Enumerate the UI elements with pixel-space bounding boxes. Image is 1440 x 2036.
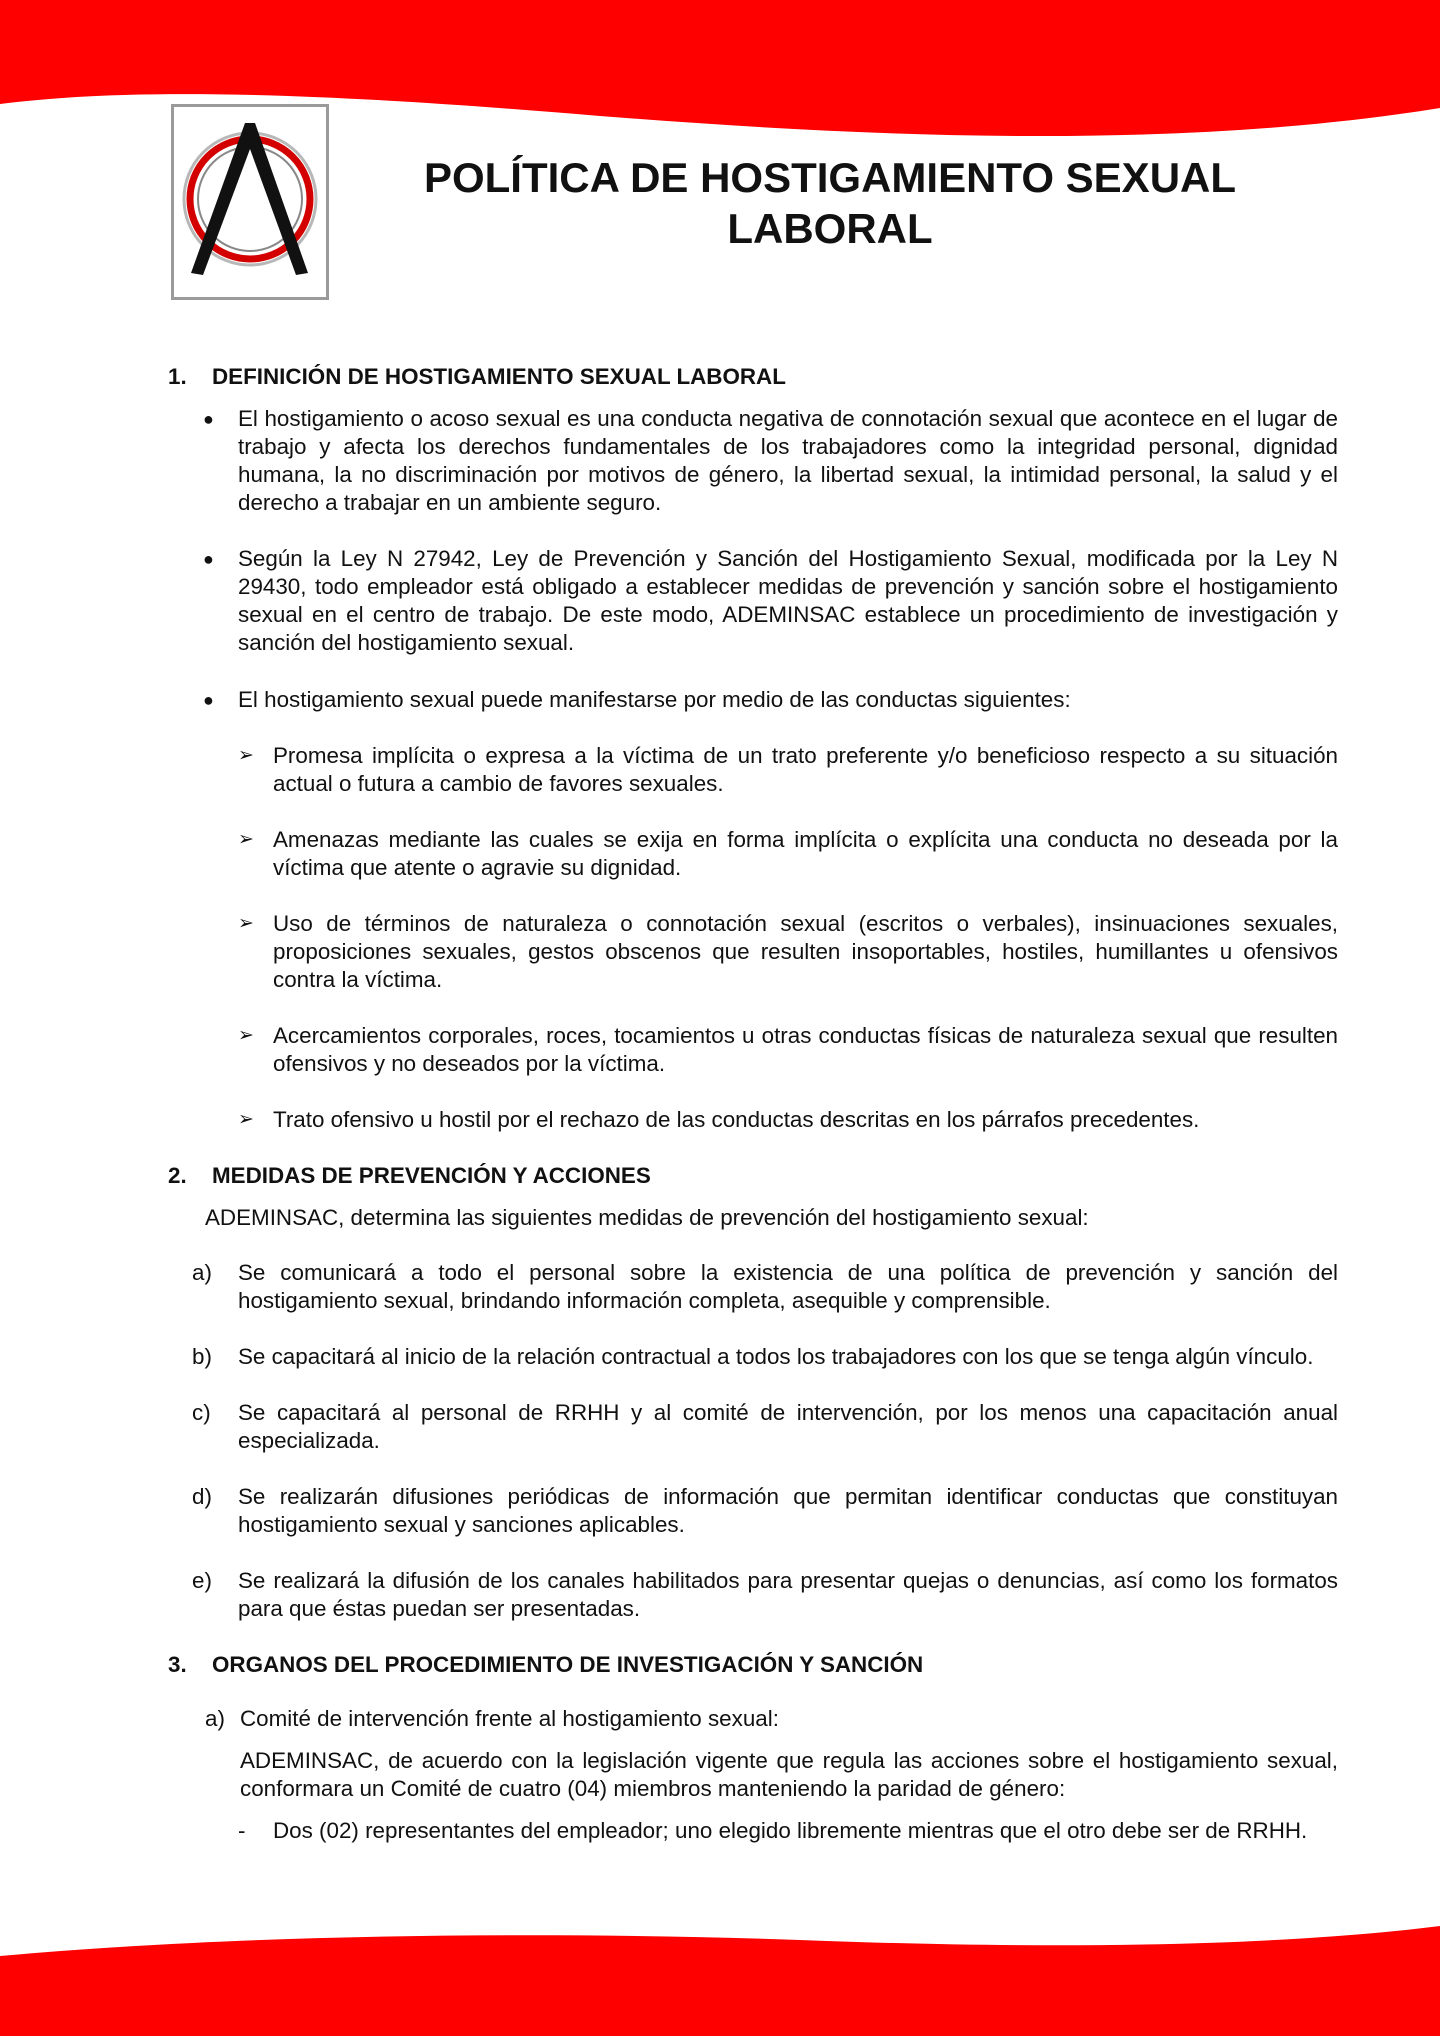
bullet-text: Según la Ley N 27942, Ley de Prevención y Sanción del Hostigamiento Sexual, modificada por la Ley N 29430, todo empleador está obligado a establecer medidas de prevención y sanción sobre el hostigamiento sexual en el centro de trabajo. De este modo, ADEMINSAC establece un procedimiento de investigación y sanción del hostigamiento sexual. [238,546,1338,655]
item-label: d) [192,1484,212,1509]
item-text: Se comunicará a todo el personal sobre la existencia de una política de prevención y sanción del hostigamiento sexual, brindando información completa, asequible y comprensible. [238,1260,1338,1313]
conduct-text: Amenazas mediante las cuales se exija en forma implícita o explícita una conducta no deseada por la víctima que atente o agravie su dignidad. [273,827,1338,880]
bullet-dot-icon: ● [203,690,214,710]
title-line-1: POLÍTICA DE HOSTIGAMIENTO SEXUAL [423,154,1237,201]
dash-marker: - [238,1818,246,1843]
arrowhead-icon: ➢ [238,1109,254,1130]
item-text: Se capacitará al inicio de la relación contractual a todos los trabajadores con los que se tenga algún vínculo. [238,1344,1314,1369]
prevention-item [192,1259,1338,1315]
bullet-text: El hostigamiento sexual puede manifestarse por medio de las conductas siguientes: [238,687,1071,712]
definition-bullet [203,545,1338,657]
conduct-item [238,742,1338,798]
item-label: e) [192,1568,212,1593]
arrowhead-icon: ➢ [238,745,254,766]
section-title: MEDIDAS DE PREVENCIÓN Y ACCIONES [212,1163,651,1188]
item-label: b) [192,1344,212,1369]
item-text: Se realizará la difusión de los canales habilitados para presentar quejas o denuncias, así como los formatos para que éstas puedan ser presentadas. [238,1568,1338,1621]
section-3-heading [168,1651,1338,1679]
conduct-item [238,910,1338,994]
prevention-item [192,1343,1338,1371]
section-number: 1. [168,364,187,389]
subheading-text: Comité de intervención frente al hostigamiento sexual: [240,1706,779,1731]
committee-subheading [205,1705,1338,1733]
company-logo [171,104,329,300]
definition-bullet [203,686,1338,714]
arrowhead-icon: ➢ [238,1025,254,1046]
arrowhead-icon: ➢ [238,829,254,850]
conduct-item [238,1106,1338,1134]
conduct-item [238,826,1338,882]
definition-bullet [203,405,1338,517]
section-number: 3. [168,1652,187,1677]
item-text: Se capacitará al personal de RRHH y al comité de intervención, por los menos una capacitación anual especializada. [238,1400,1338,1453]
page-title [340,152,1320,254]
arrowhead-icon: ➢ [238,913,254,934]
section-1-heading [168,363,1338,391]
section-intro: ADEMINSAC, determina las siguientes medidas de prevención del hostigamiento sexual: [205,1205,1089,1230]
item-label: a) [205,1706,225,1731]
member-text: Dos (02) representantes del empleador; uno elegido libremente mientras que el otro debe ser de RRHH. [273,1818,1308,1843]
section-2-heading [168,1162,1338,1190]
item-label: a) [192,1260,212,1285]
conduct-text: Promesa implícita o expresa a la víctima de un trato preferente y/o beneficioso respecto a su situación actual o futura a cambio de favores sexuales. [273,743,1338,796]
conduct-item [238,1022,1338,1078]
prevention-item [192,1567,1338,1623]
prevention-item [192,1483,1338,1539]
bullet-dot-icon: ● [203,409,214,429]
item-text: Se realizarán difusiones periódicas de información que permitan identificar conductas que constituyan hostigamiento sexual y sanciones aplicables. [238,1484,1338,1537]
bullet-text: El hostigamiento o acoso sexual es una conducta negativa de connotación sexual que acontece en el lugar de trabajo y afecta los derechos fundamentales de los trabajadores como la integridad personal, dignidad humana, la no discriminación por motivos de género, la libertad sexual, la intimidad personal, la salud y el derecho a trabajar en un ambiente seguro. [238,406,1338,515]
prevention-item [192,1399,1338,1455]
item-label: c) [192,1400,211,1425]
section-title: DEFINICIÓN DE HOSTIGAMIENTO SEXUAL LABORAL [212,364,786,389]
conduct-text: Uso de términos de naturaleza o connotación sexual (escritos o verbales), insinuaciones sexuales, proposiciones sexuales, gestos obscenos que resulten insoportables, hostiles, humillantes u ofensivos contra la víctima. [273,911,1338,992]
title-line-2: LABORAL [727,205,933,252]
footer-red-wave [0,1906,1440,2036]
committee-member-item [238,1817,1338,1845]
document-body [168,363,1338,1845]
lambda-circle-logo-icon [174,107,326,297]
section-number: 2. [168,1163,187,1188]
bullet-dot-icon: ● [203,549,214,569]
committee-paragraph: ADEMINSAC, de acuerdo con la legislación vigente que regula las acciones sobre el hostigamiento sexual, conformara un Comité de cuatro (04) miembros manteniendo la paridad de género: [240,1748,1338,1801]
conduct-text: Trato ofensivo u hostil por el rechazo de las conductas descritas en los párrafos precedentes. [273,1107,1200,1132]
section-title: ORGANOS DEL PROCEDIMIENTO DE INVESTIGACIÓN Y SANCIÓN [212,1652,924,1677]
conduct-text: Acercamientos corporales, roces, tocamientos u otras conductas físicas de naturaleza sexual que resulten ofensivos y no deseados por la víctima. [273,1023,1338,1076]
